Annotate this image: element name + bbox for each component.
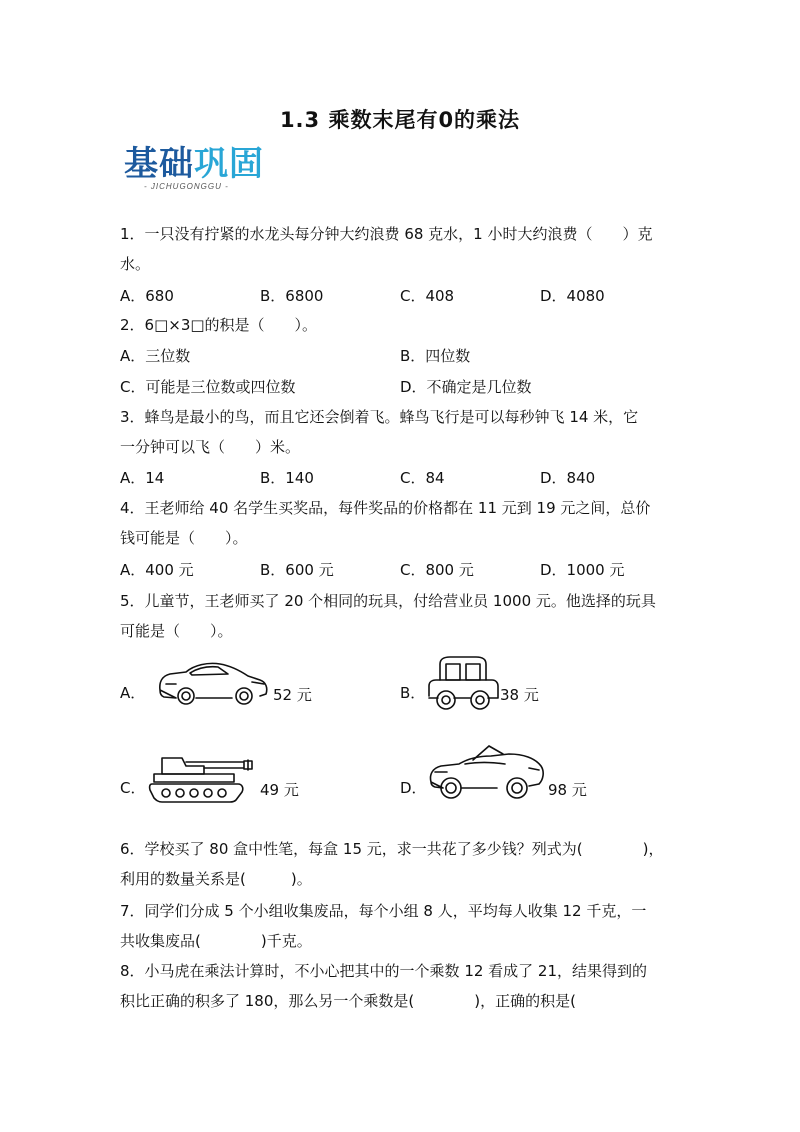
option-a-letter[interactable]: A． xyxy=(120,684,146,702)
option-d[interactable]: D．1000 元 xyxy=(540,561,625,579)
option-b[interactable]: B．四位数 xyxy=(400,347,471,365)
option-c[interactable]: C．408 xyxy=(400,287,455,305)
question-7 xyxy=(120,896,680,956)
option-b[interactable]: B．600 元 xyxy=(260,561,334,579)
question-line: 一分钟可以飞（ ）米。 xyxy=(120,438,301,456)
question-line: 1．一只没有拧紧的水龙头每分钟大约浪费 68 克水，1 小时大约浪费（ ）克 xyxy=(120,225,653,243)
question-line: 7．同学们分成 5 个小组收集废品，每个小组 8 人，平均每人收集 12 千克，一 xyxy=(120,902,647,920)
option-b[interactable]: B．6800 xyxy=(260,287,324,305)
option-d[interactable]: D．不确定是几位数 xyxy=(400,378,532,396)
question-6 xyxy=(120,834,680,894)
option-d-letter[interactable]: D． xyxy=(400,779,427,797)
question-line: 5．儿童节，王老师买了 20 个相同的玩具，付给营业员 1000 元。他选择的玩具 xyxy=(120,592,656,610)
price-label: 49 元 xyxy=(260,781,299,799)
option-b[interactable]: B．140 xyxy=(260,469,314,487)
question-line: 积比正确的积多了 180，那么另一个乘数是( )，正确的积是( xyxy=(120,992,576,1010)
option-d[interactable]: D．4080 xyxy=(540,287,605,305)
option-d[interactable]: D．840 xyxy=(540,469,596,487)
question-line: 水。 xyxy=(120,255,151,273)
question-line: 2．6□×3□的积是（ ）。 xyxy=(120,316,318,334)
option-b-letter[interactable]: B． xyxy=(400,684,426,702)
option-a[interactable]: A．三位数 xyxy=(120,347,191,365)
logo-text-dark: 基础 xyxy=(124,144,194,184)
question-line: 钱可能是（ ）。 xyxy=(120,529,248,547)
sports-car-icon[interactable] xyxy=(156,660,272,708)
page-title: 1.3 乘数末尾有0的乘法 xyxy=(279,108,521,132)
option-a[interactable]: A．14 xyxy=(120,469,165,487)
question-line: 共收集废品( )千克。 xyxy=(120,932,312,950)
question-1 xyxy=(120,219,680,279)
option-c[interactable]: C．800 元 xyxy=(400,561,474,579)
option-c[interactable]: C．84 xyxy=(400,469,445,487)
section-logo xyxy=(124,146,274,198)
logo-subtitle: - JICHUGONGGU - xyxy=(144,182,229,191)
option-c-letter[interactable]: C． xyxy=(120,779,146,797)
question-5 xyxy=(120,586,680,646)
question-line: 8．小马虎在乘法计算时，不小心把其中的一个乘数 12 看成了 21，结果得到的 xyxy=(120,962,648,980)
question-8 xyxy=(120,956,680,1016)
question-line: 6．学校买了 80 盒中性笔，每盒 15 元，求一共花了多少钱？列式为( )， xyxy=(120,840,664,858)
question-3 xyxy=(120,402,680,462)
question-2 xyxy=(120,310,680,340)
price-label: 52 元 xyxy=(273,686,312,704)
price-label: 38 元 xyxy=(500,686,539,704)
question-4 xyxy=(120,493,680,553)
question-line: 可能是（ ）。 xyxy=(120,622,233,640)
price-label: 98 元 xyxy=(548,781,587,799)
tank-icon[interactable] xyxy=(148,750,258,806)
question-line: 利用的数量关系是( )。 xyxy=(120,870,312,888)
option-a[interactable]: A．400 元 xyxy=(120,561,194,579)
convertible-car-icon[interactable] xyxy=(425,742,547,806)
question-line: 4．王老师给 40 名学生买奖品，每件奖品的价格都在 11 元到 19 元之间，总价 xyxy=(120,499,651,517)
logo-text-light: 巩固 xyxy=(194,144,264,184)
option-c[interactable]: C．可能是三位数或四位数 xyxy=(120,378,296,396)
option-a[interactable]: A．680 xyxy=(120,287,174,305)
question-line: 3．蜂鸟是最小的鸟，而且它还会倒着飞。蜂鸟飞行是可以每秒钟飞 14 米，它 xyxy=(120,408,639,426)
toy-car-icon[interactable] xyxy=(426,654,500,712)
